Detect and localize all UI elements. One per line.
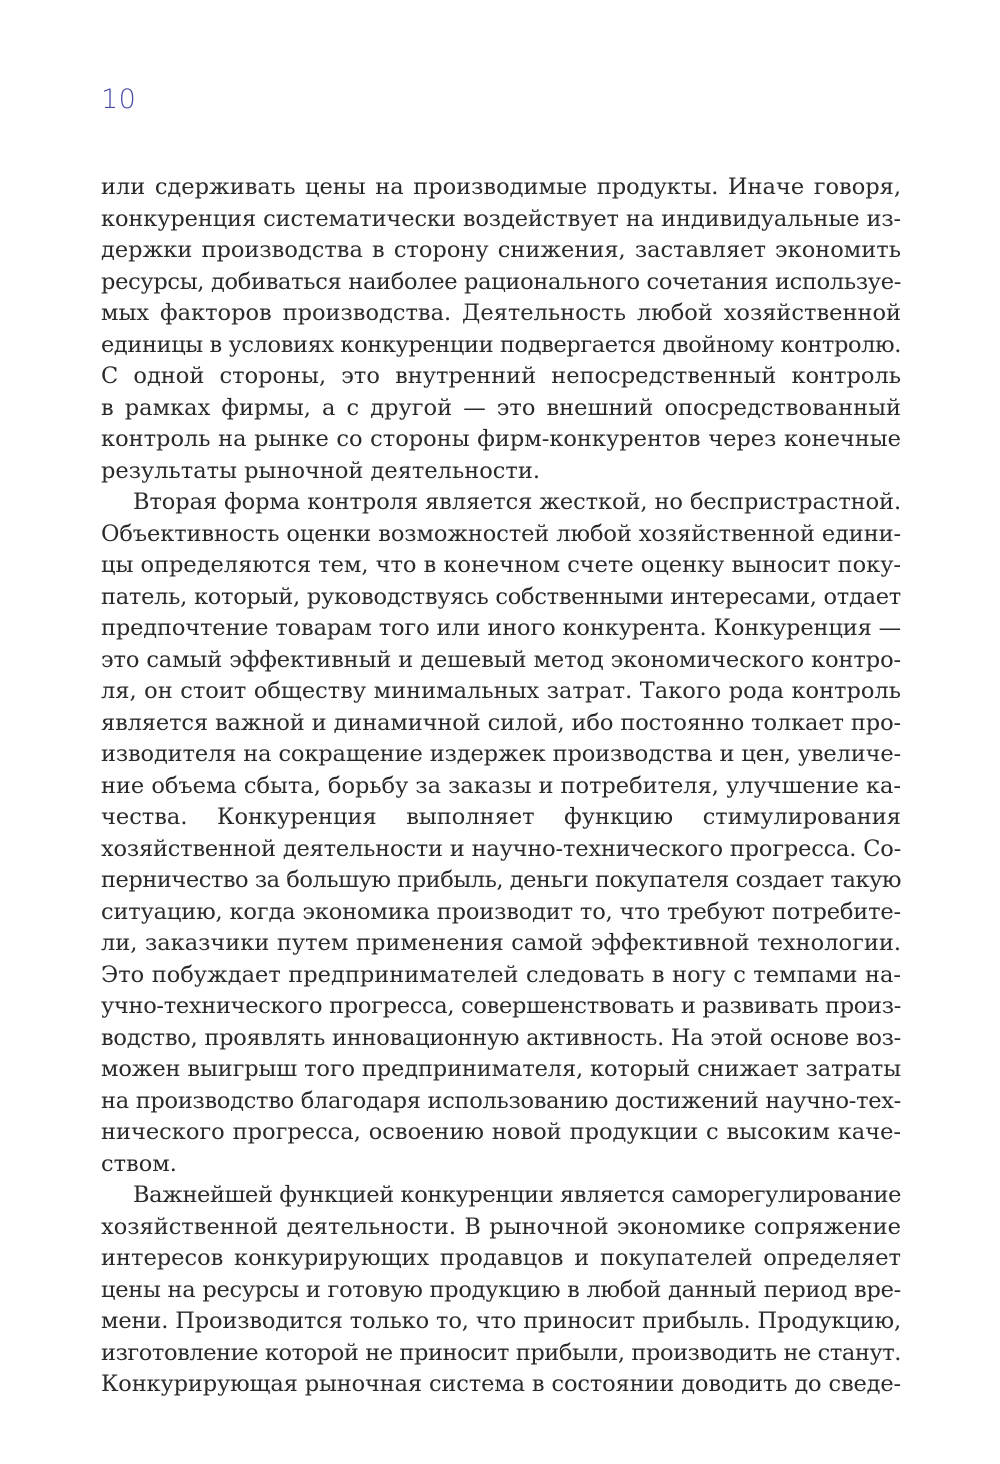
text-line: Вторая форма контроля является жесткой, но беспристрастной.	[133, 489, 902, 515]
text-line: учно-технического прогресса, совершенствовать и развивать произ-	[101, 993, 901, 1019]
text-line: патель, который, руководствуясь собственными интересами, отдает	[101, 583, 901, 610]
text-line: перничество за большую прибыль, деньги покупателя создает такую	[101, 867, 902, 893]
text-line: нического прогресса, освоению новой продукции с высоким каче-	[101, 1119, 901, 1145]
text-line: мени. Производится только то, что приносит прибыль. Продукцию,	[101, 1308, 901, 1334]
text-line: хозяйственной деятельности. В рыночной экономике сопряжение	[101, 1213, 901, 1240]
text-line: ля, он стоит обществу минимальных затрат. Такого рода контроль	[101, 678, 901, 704]
text-line: Это побуждает предпринимателей следовать в ногу с темпами на-	[101, 961, 901, 988]
text-line: является важной и динамичной силой, ибо постоянно толкает про-	[101, 709, 901, 736]
text-line: водство, проявлять инновационную активность. На этой основе воз-	[101, 1024, 901, 1051]
text-line: хозяйственной деятельности и научно-технического прогресса. Со-	[101, 835, 901, 862]
text-line: предпочтение товарам того или иного конкурента. Конкуренция —	[101, 615, 901, 641]
text-line: мых факторов производства. Деятельность любой хозяйственной	[101, 300, 901, 326]
text-line: ресурсы, добиваться наиболее рационального сочетания используе-	[101, 268, 902, 295]
text-line: ние объема сбыта, борьбу за заказы и потребителя, улучшение ка-	[101, 772, 901, 799]
text-line: интересов конкурирующих продавцов и покупателей определяет	[101, 1245, 901, 1271]
text-line: ли, заказчики путем применения самой эффективной технологии.	[101, 930, 901, 956]
text-line: цены на ресурсы и готовую продукцию в любой данный период вре-	[101, 1276, 901, 1303]
text-line: единицы в условиях конкуренции подвергается двойному контролю.	[101, 331, 901, 358]
text-line: конкуренция систематически воздействует на индивидуальные из-	[101, 205, 901, 232]
body-text	[101, 172, 901, 1401]
text-line: изводителя на сокращение издержек производства и цен, увеличе-	[101, 741, 902, 767]
text-line: это самый эффективный и дешевый метод экономического контро-	[101, 646, 901, 673]
page-number: 10	[101, 84, 137, 115]
text-line: на производство благодаря использованию достижений научно-тех-	[101, 1087, 901, 1114]
text-line: Объективность оценки возможностей любой хозяйственной едини-	[101, 520, 901, 547]
paragraph	[101, 1180, 901, 1401]
text-line: в рамках фирмы, а с другой — это внешний опосредствованный	[101, 394, 901, 421]
text-line: Конкурирующая рыночная система в состоянии доводить до сведе-	[101, 1371, 902, 1397]
paragraph	[101, 172, 901, 487]
paragraph	[101, 487, 901, 1180]
text-line: изготовление которой не приносит прибыли, производить не станут.	[101, 1339, 902, 1366]
text-line: цы определяются тем, что в конечном счете оценку выносит поку-	[101, 552, 901, 578]
text-line: ством.	[101, 1150, 177, 1177]
text-line: результаты рыночной деятельности.	[101, 457, 540, 484]
text-line: ситуацию, когда экономика производит то, что требуют потребите-	[101, 898, 902, 925]
text-line: держки производства в сторону снижения, заставляет экономить	[101, 237, 901, 263]
text-line: Важнейшей функцией конкуренции является саморегулирование	[133, 1182, 901, 1208]
text-line: С одной стороны, это внутренний непосредственный контроль	[101, 363, 901, 389]
text-line: чества. Конкуренция выполняет функцию стимулирования	[101, 804, 901, 830]
text-line: или сдерживать цены на производимые продукты. Иначе говоря,	[101, 174, 901, 200]
text-line: можен выигрыш того предпринимателя, который снижает затраты	[101, 1056, 901, 1082]
text-line: контроль на рынке со стороны фирм-конкурентов через конечные	[101, 426, 901, 452]
